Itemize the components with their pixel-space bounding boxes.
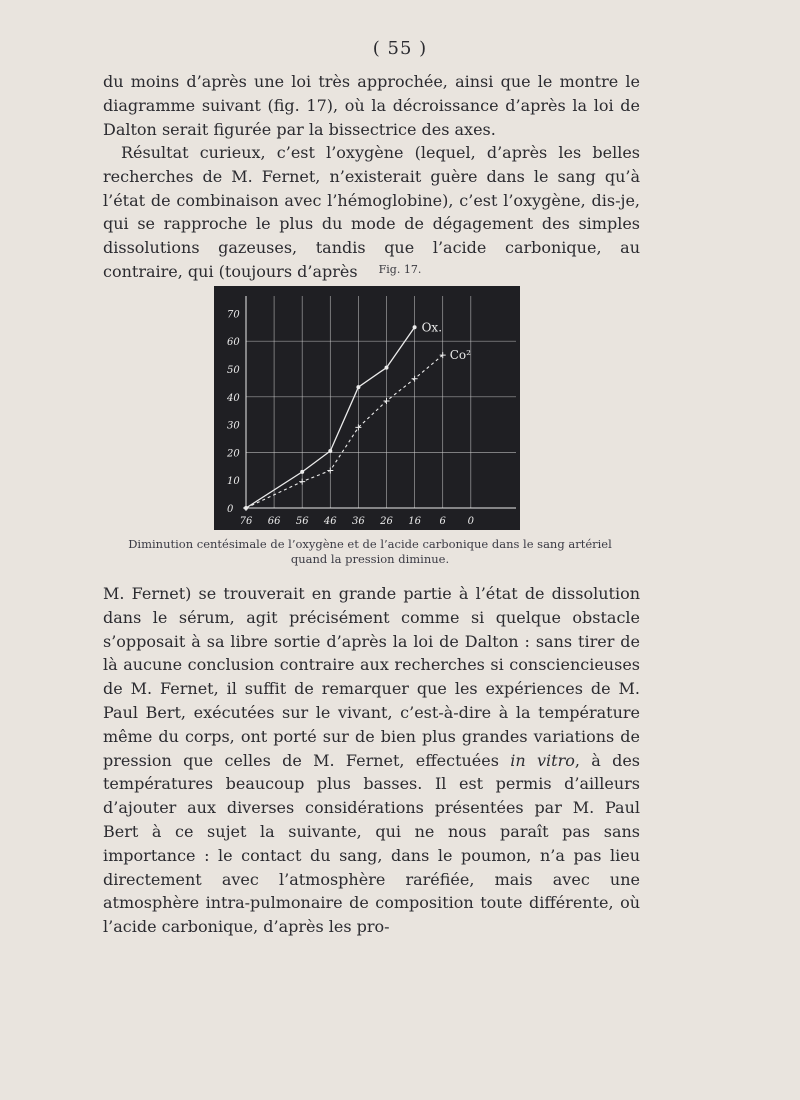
y-tick-label: 40 [227, 392, 240, 404]
x-tick-label: 56 [295, 516, 309, 527]
x-tick-label: 0 [467, 516, 474, 527]
data-point-oxygen [413, 325, 417, 329]
page-number: ( 55 ) [372, 38, 428, 59]
x-tick-label: 16 [408, 516, 421, 527]
y-tick-label: 10 [227, 476, 240, 488]
chart-background [214, 286, 520, 530]
x-tick-label: 76 [239, 516, 253, 527]
y-tick-label: 0 [227, 504, 234, 515]
data-point-oxygen [300, 470, 304, 474]
y-tick-label: 70 [227, 309, 240, 321]
paragraph-3: M. Fernet) se trouverait en grande partie à l’état de dissolution dans le sérum, agit précisément comme si quelque obstacle s’opposait à sa libre sortie d’après la loi de Dalton : sans tirer de là aucune conclusion contraire aux recherches si consciencieuses de M. Fernet, il suffit de remarquer que les expériences de M. Paul Bert, exécutées sur le vivant, c’est-à-dire à la température même du corps, ont porté sur de bien plus grandes variations de pression que celles de M. Fernet, effectuées in vitro, à des températures beaucoup plus basses. Il est permis d’ailleurs d’ajouter aux diverses considérations présentées par M. Paul Bert à ce sujet la suivante, qui ne nous paraît pas sans importance : le contact du sang, dans le poumon, n’a pas lieu directement avec l’atmosphère raréfiée, mais avec une atmosphère intra-pulmonaire de composition toute différente, où l’acide carbonique, d’après les pro- [103, 584, 641, 937]
data-point-oxygen [356, 385, 360, 389]
chart-svg [214, 286, 520, 530]
x-tick-label: 66 [267, 516, 281, 527]
figure-17-chart [214, 286, 520, 530]
figure-caption [120, 537, 620, 567]
x-tick-label: 26 [380, 516, 393, 527]
figure-label: Fig. 17. [378, 263, 422, 276]
paragraph-2: Résultat curieux, c’est l’oxygène (lequel, d’après les belles recherches de M. Fernet, n’existerait guère dans le sang qu’à l’état de combinaison avec l’hémoglobine), c’est l’oxygène, dis-je, qui se rapproche le plus du mode de dégagement des simples dissolutions gazeuses, tandis que l’acide carbonique, au contraire, qui (toujours d’après [103, 143, 640, 281]
x-tick-label: 36 [352, 516, 365, 527]
caption-line-2: quand la pression diminue. [290, 552, 450, 566]
italic-in-vitro: in vitro [510, 750, 575, 770]
x-tick-label: 46 [323, 516, 337, 527]
y-tick-label: 20 [227, 448, 240, 460]
y-tick-label: 50 [227, 365, 240, 376]
y-tick-label: 30 [227, 420, 240, 432]
caption-line-1: Diminution centésimale de l’oxygène et de l’acide carbonique dans le sang artériel [128, 537, 612, 551]
data-point-oxygen [328, 449, 332, 453]
x-tick-label: 6 [439, 516, 446, 527]
series-label-oxygen: Ox. [421, 320, 443, 335]
data-point-oxygen [385, 366, 389, 370]
series-label-carbonic: Co² [449, 348, 471, 363]
paragraph-1: du moins d’après une loi très approchée, ainsi que le montre le diagramme suivant (fig. 17), où la décroissance d’après la loi de Dalton serait figurée par la bissectrice des axes. [103, 72, 640, 139]
y-tick-label: 60 [227, 337, 240, 349]
